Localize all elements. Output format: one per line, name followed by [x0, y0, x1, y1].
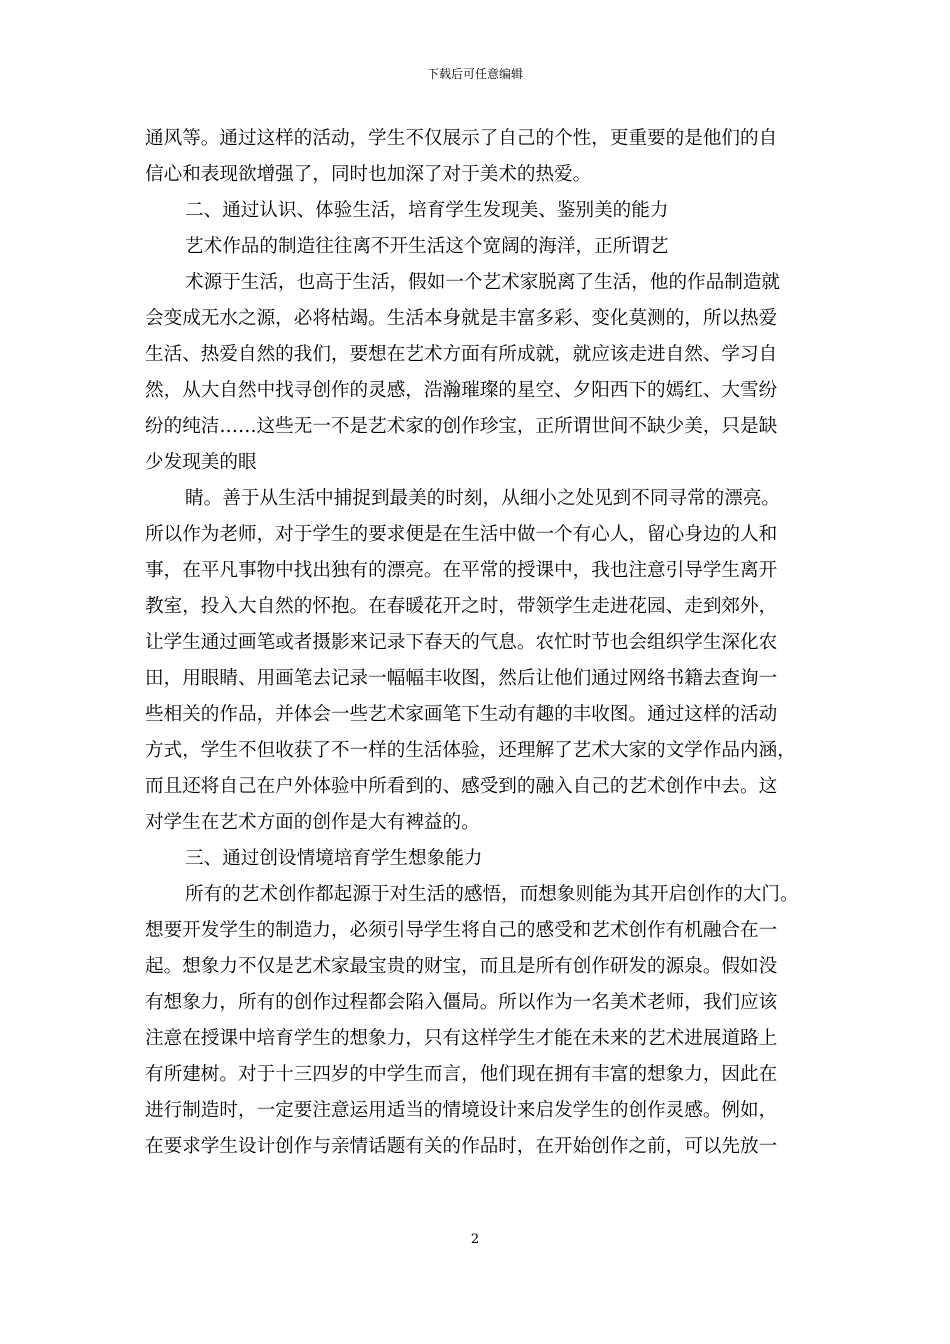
text-line: 而且还将自己在户外体验中所看到的、感受到的融入自己的艺术创作中去。这 — [145, 776, 778, 797]
text-line: 有所建树。对于十三四岁的中学生而言，他们现在拥有丰富的想象力，因此在 — [145, 1064, 778, 1085]
text-line: 三、通过创设情境培育学生想象能力 — [185, 848, 483, 869]
text-line: 想要开发学生的制造力，必须引导学生将自己的感受和艺术创作有机融合在一 — [145, 920, 778, 941]
text-line: 所以作为老师，对于学生的要求便是在生活中做一个有心人，留心身边的人和 — [145, 524, 778, 545]
text-line: 艺术作品的制造往往离不开生活这个宽阔的海洋，正所谓艺 — [185, 236, 669, 257]
text-line: 术源于生活，也高于生活，假如一个艺术家脱离了生活，他的作品制造就 — [185, 272, 781, 293]
text-line: 少发现美的眼 — [145, 452, 257, 473]
text-line: 进行制造时，一定要注意运用适当的情境设计来启发学生的创作灵感。例如， — [145, 1100, 778, 1121]
text-line: 纷的纯洁……这些无一不是艺术家的创作珍宝，正所谓世间不缺少美，只是缺 — [145, 416, 778, 437]
text-line: 事，在平凡事物中找出独有的漂亮。在平常的授课中，我也注意引导学生离开 — [145, 560, 778, 581]
text-line: 生活、热爱自然的我们，要想在艺术方面有所成就，就应该走进自然、学习自 — [145, 344, 778, 365]
text-line: 让学生通过画笔或者摄影来记录下春天的气息。农忙时节也会组织学生深化农 — [145, 632, 778, 653]
text-line: 起。想象力不仅是艺术家最宝贵的财宝，而且是所有创作研发的源泉。假如没 — [145, 956, 778, 977]
text-line: 些相关的作品，并体会一些艺术家画笔下生动有趣的丰收图。通过这样的活动 — [145, 704, 778, 725]
text-line: 信心和表现欲增强了，同时也加深了对于美术的热爱。 — [145, 164, 592, 185]
page-header: 下载后可任意编辑 — [426, 67, 523, 81]
text-line: 注意在授课中培育学生的想象力，只有这样学生才能在未来的艺术进展道路上 — [145, 1028, 778, 1049]
text-line: 然，从大自然中找寻创作的灵感，浩瀚璀璨的星空、夕阳西下的嫣红、大雪纷 — [145, 380, 778, 401]
text-line: 在要求学生设计创作与亲情话题有关的作品时，在开始创作之前，可以先放一 — [145, 1136, 778, 1157]
text-line: 有想象力，所有的创作过程都会陷入僵局。所以作为一名美术老师，我们应该 — [145, 992, 778, 1013]
text-line: 方式，学生不但收获了不一样的生活体验，还理解了艺术大家的文学作品内涵， — [145, 740, 796, 761]
page-number: 2 — [470, 1232, 480, 1247]
text-line: 对学生在艺术方面的创作是大有裨益的。 — [145, 812, 480, 833]
text-line: 二、通过认识、体验生活，培育学生发现美、鉴别美的能力 — [185, 200, 669, 221]
text-line: 通风等。通过这样的活动，学生不仅展示了自己的个性，更重要的是他们的自 — [145, 128, 778, 149]
text-line: 睛。善于从生活中捕捉到最美的时刻，从细小之处见到不同寻常的漂亮。 — [185, 488, 781, 509]
text-line: 教室，投入大自然的怀抱。在春暖花开之时，带领学生走进花园、走到郊外， — [145, 596, 778, 617]
text-line: 田，用眼睛、用画笔去记录一幅幅丰收图，然后让他们通过网络书籍去查询一 — [145, 668, 778, 689]
text-line: 会变成无水之源，必将枯竭。生活本身就是丰富多彩、变化莫测的，所以热爱 — [145, 308, 778, 329]
text-line: 所有的艺术创作都起源于对生活的感悟，而想象则能为其开启创作的大门。 — [185, 884, 799, 905]
document-body — [145, 121, 807, 1165]
